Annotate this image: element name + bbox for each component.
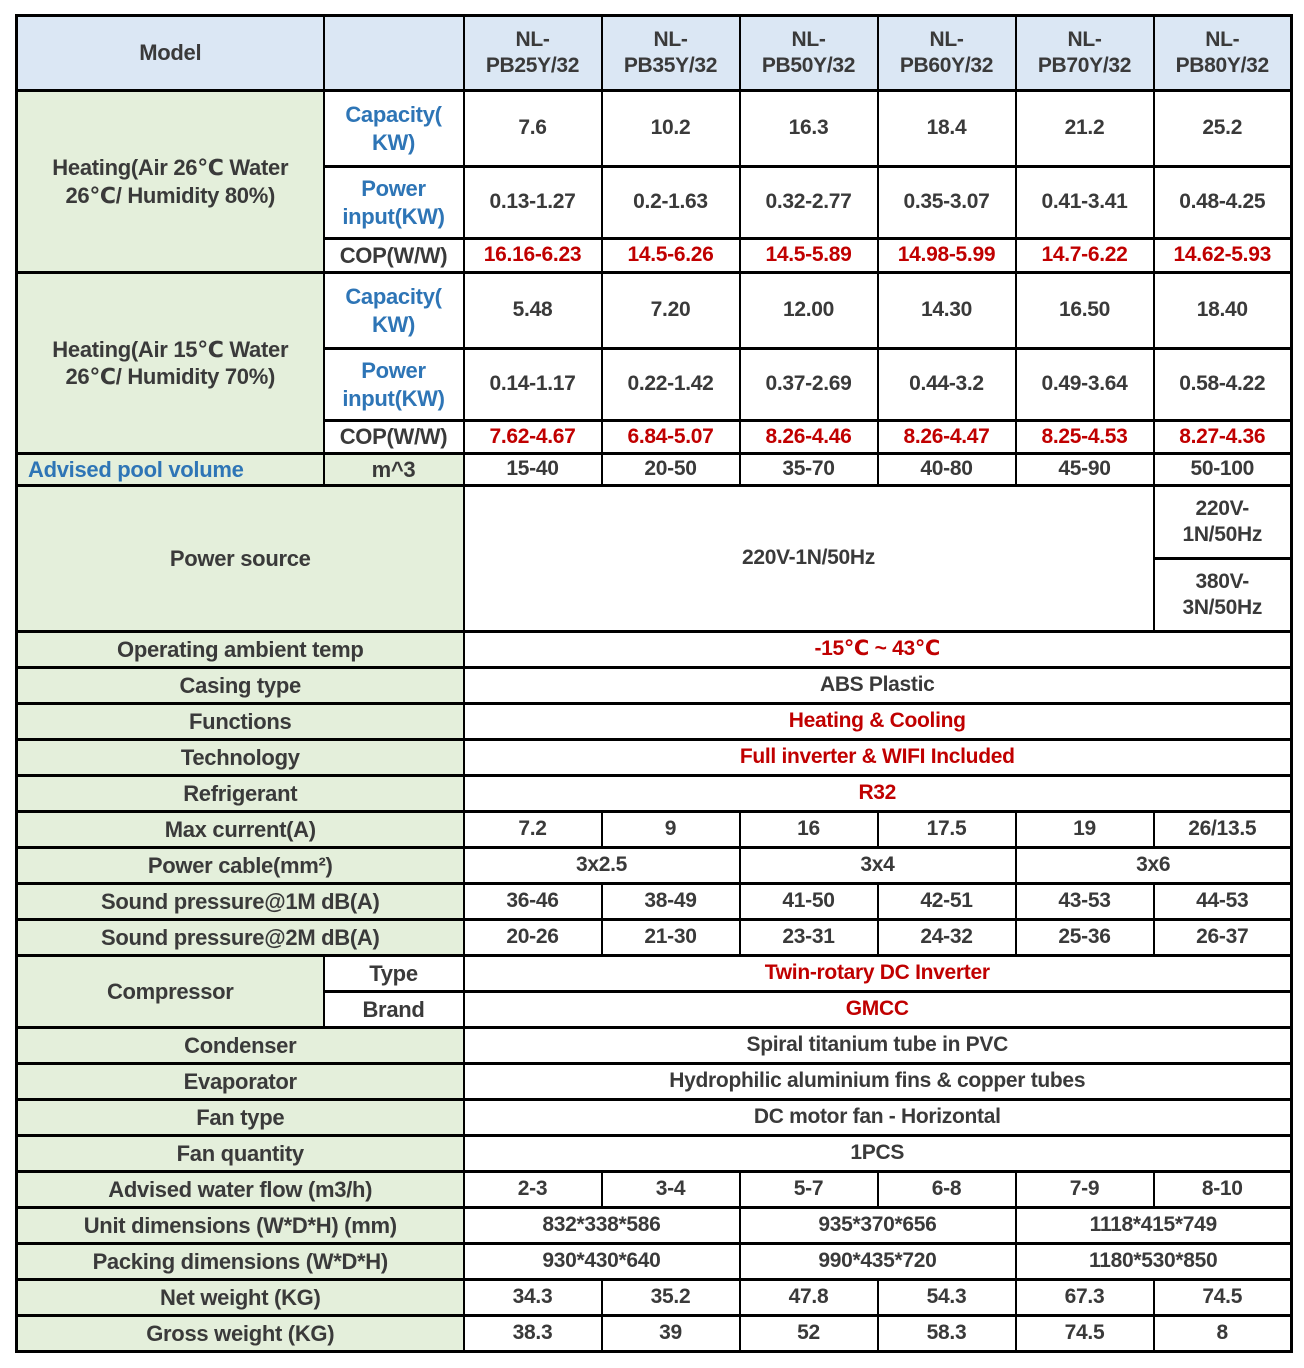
model-name: NL- PB25Y/32 — [464, 16, 602, 91]
table-row — [17, 848, 1292, 884]
value-cell: 21.2 — [1016, 91, 1154, 167]
table-row — [17, 1280, 1292, 1316]
row-label-gross-weight: Gross weight (KG) — [17, 1316, 464, 1352]
value-cell: 0.44-3.2 — [878, 349, 1016, 421]
value-cell: 74.5 — [1154, 1280, 1292, 1316]
table-row — [17, 1100, 1292, 1136]
row-label-casing-type: Casing type — [17, 668, 464, 704]
casing-type-value: ABS Plastic — [464, 668, 1292, 704]
value-cell: 43-53 — [1016, 884, 1154, 920]
value-cell: 16 — [740, 812, 878, 848]
value-cell: 17.5 — [878, 812, 1016, 848]
value-cell: 8.27-4.36 — [1154, 421, 1292, 454]
table-row — [17, 956, 1292, 992]
value-cell: 41-50 — [740, 884, 878, 920]
value-cell: 21-30 — [602, 920, 740, 956]
table-row — [17, 668, 1292, 704]
value-cell: 35.2 — [602, 1280, 740, 1316]
value-cell: 990*435*720 — [740, 1244, 1016, 1280]
value-cell: 36-46 — [464, 884, 602, 920]
value-cell: 935*370*656 — [740, 1208, 1016, 1244]
table-row — [17, 91, 1292, 167]
row-label-fan-quantity: Fan quantity — [17, 1136, 464, 1172]
value-cell: 40-80 — [878, 454, 1016, 486]
value-cell: 0.49-3.64 — [1016, 349, 1154, 421]
value-cell: 6.84-5.07 — [602, 421, 740, 454]
value-cell: 0.41-3.41 — [1016, 167, 1154, 239]
value-cell: 16.50 — [1016, 273, 1154, 349]
model-name: NL- PB60Y/32 — [878, 16, 1016, 91]
value-cell: 20-26 — [464, 920, 602, 956]
value-cell: 47.8 — [740, 1280, 878, 1316]
value-cell: 26/13.5 — [1154, 812, 1292, 848]
value-cell: 5-7 — [740, 1172, 878, 1208]
value-cell: 44-53 — [1154, 884, 1292, 920]
table-row — [17, 1028, 1292, 1064]
ambient-temp-value: -15℃ ~ 43℃ — [464, 632, 1292, 668]
fan-type-value: DC motor fan - Horizontal — [464, 1100, 1292, 1136]
value-cell: 19 — [1016, 812, 1154, 848]
row-label-unit-dimensions: Unit dimensions (W*D*H) (mm) — [17, 1208, 464, 1244]
table-row — [17, 273, 1292, 349]
row-label-technology: Technology — [17, 740, 464, 776]
value-cell: 67.3 — [1016, 1280, 1154, 1316]
value-cell: 3-4 — [602, 1172, 740, 1208]
model-name: NL- PB70Y/32 — [1016, 16, 1154, 91]
value-cell: 35-70 — [740, 454, 878, 486]
row-label-max-current: Max current(A) — [17, 812, 464, 848]
table-row — [17, 920, 1292, 956]
table-row — [17, 1064, 1292, 1100]
attr-label-cop: COP(W/W) — [324, 239, 464, 273]
value-cell: 0.32-2.77 — [740, 167, 878, 239]
value-cell: 0.58-4.22 — [1154, 349, 1292, 421]
table-row — [17, 1316, 1292, 1352]
value-cell: 7.6 — [464, 91, 602, 167]
value-cell: 74.5 — [1016, 1316, 1154, 1352]
row-label-refrigerant: Refrigerant — [17, 776, 464, 812]
row-label-ambient-temp: Operating ambient temp — [17, 632, 464, 668]
row-label-water-flow: Advised water flow (m3/h) — [17, 1172, 464, 1208]
table-row — [17, 776, 1292, 812]
table-row — [17, 740, 1292, 776]
value-cell: 0.2-1.63 — [602, 167, 740, 239]
value-cell: 0.37-2.69 — [740, 349, 878, 421]
model-name: NL- PB80Y/32 — [1154, 16, 1292, 91]
value-cell: 6-8 — [878, 1172, 1016, 1208]
value-cell: 1118*415*749 — [1016, 1208, 1292, 1244]
value-cell: 42-51 — [878, 884, 1016, 920]
value-cell: 7-9 — [1016, 1172, 1154, 1208]
model-header-label: Model — [17, 16, 324, 91]
value-cell: 18.4 — [878, 91, 1016, 167]
value-cell: 50-100 — [1154, 454, 1292, 486]
value-cell: 58.3 — [878, 1316, 1016, 1352]
row-label-sound-1m: Sound pressure@1M dB(A) — [17, 884, 464, 920]
row-label-sound-2m: Sound pressure@2M dB(A) — [17, 920, 464, 956]
value-cell: 7.2 — [464, 812, 602, 848]
table-row — [17, 704, 1292, 740]
attr-label-power-input: Power input(KW) — [324, 349, 464, 421]
row-label-evaporator: Evaporator — [17, 1064, 464, 1100]
attr-label-cop: COP(W/W) — [324, 421, 464, 454]
attr-label-power-input: Power input(KW) — [324, 167, 464, 239]
value-cell: 1180*530*850 — [1016, 1244, 1292, 1280]
value-cell: 14.62-5.93 — [1154, 239, 1292, 273]
row-label-condenser: Condenser — [17, 1028, 464, 1064]
refrigerant-value: R32 — [464, 776, 1292, 812]
attr-label-capacity: Capacity( KW) — [324, 91, 464, 167]
value-cell: 34.3 — [464, 1280, 602, 1316]
value-cell: 10.2 — [602, 91, 740, 167]
row-label-pool-volume: Advised pool volume — [17, 454, 324, 486]
value-cell: 3x2.5 — [464, 848, 740, 884]
value-cell: 8.25-4.53 — [1016, 421, 1154, 454]
value-cell: 16.16-6.23 — [464, 239, 602, 273]
value-cell: 3x6 — [1016, 848, 1292, 884]
value-cell: 26-37 — [1154, 920, 1292, 956]
table-row — [17, 454, 1292, 486]
value-cell: 25.2 — [1154, 91, 1292, 167]
value-cell: 8.26-4.47 — [878, 421, 1016, 454]
table-row — [17, 884, 1292, 920]
compressor-type-value: Twin-rotary DC Inverter — [464, 956, 1292, 992]
value-cell: 5.48 — [464, 273, 602, 349]
value-cell: 20-50 — [602, 454, 740, 486]
value-cell: 15-40 — [464, 454, 602, 486]
power-source-main-value: 220V-1N/50Hz — [464, 486, 1154, 632]
value-cell: 14.5-5.89 — [740, 239, 878, 273]
value-cell: 25-36 — [1016, 920, 1154, 956]
pool-volume-unit: m^3 — [324, 454, 464, 486]
table-row — [17, 1172, 1292, 1208]
power-source-alt-top: 220V- 1N/50Hz — [1154, 486, 1292, 559]
value-cell: 54.3 — [878, 1280, 1016, 1316]
value-cell: 18.40 — [1154, 273, 1292, 349]
table-row — [17, 812, 1292, 848]
attr-label-capacity: Capacity( KW) — [324, 273, 464, 349]
value-cell: 8-10 — [1154, 1172, 1292, 1208]
value-cell: 8.26-4.46 — [740, 421, 878, 454]
value-cell: 52 — [740, 1316, 878, 1352]
row-label-compressor: Compressor — [17, 956, 324, 1028]
value-cell: 39 — [602, 1316, 740, 1352]
value-cell: 0.48-4.25 — [1154, 167, 1292, 239]
compressor-brand-value: GMCC — [464, 992, 1292, 1028]
condenser-value: Spiral titanium tube in PVC — [464, 1028, 1292, 1064]
value-cell: 8 — [1154, 1316, 1292, 1352]
compressor-brand-label: Brand — [324, 992, 464, 1028]
value-cell: 9 — [602, 812, 740, 848]
row-label-functions: Functions — [17, 704, 464, 740]
value-cell: 832*338*586 — [464, 1208, 740, 1244]
row-label-net-weight: Net weight (KG) — [17, 1280, 464, 1316]
functions-value: Heating & Cooling — [464, 704, 1292, 740]
row-label-fan-type: Fan type — [17, 1100, 464, 1136]
model-name: NL- PB50Y/32 — [740, 16, 878, 91]
value-cell: 23-31 — [740, 920, 878, 956]
value-cell: 14.98-5.99 — [878, 239, 1016, 273]
technology-value: Full inverter & WIFI Included — [464, 740, 1292, 776]
row-label-power-cable: Power cable(mm²) — [17, 848, 464, 884]
value-cell: 24-32 — [878, 920, 1016, 956]
heat-pump-spec-table — [15, 14, 1293, 1353]
table-row — [17, 1244, 1292, 1280]
value-cell: 0.35-3.07 — [878, 167, 1016, 239]
value-cell: 0.14-1.17 — [464, 349, 602, 421]
value-cell: 0.22-1.42 — [602, 349, 740, 421]
value-cell: 38.3 — [464, 1316, 602, 1352]
value-cell: 12.00 — [740, 273, 878, 349]
value-cell: 14.30 — [878, 273, 1016, 349]
row-label-heating-26: Heating(Air 26℃ Water 26℃/ Humidity 80%) — [17, 91, 324, 273]
value-cell: 16.3 — [740, 91, 878, 167]
table-row — [17, 1208, 1292, 1244]
value-cell: 2-3 — [464, 1172, 602, 1208]
model-name: NL- PB35Y/32 — [602, 16, 740, 91]
header-row — [17, 16, 1292, 91]
table-row — [17, 1136, 1292, 1172]
row-label-power-source: Power source — [17, 486, 464, 632]
power-source-alt-bottom: 380V- 3N/50Hz — [1154, 559, 1292, 632]
model-subheader-empty — [324, 16, 464, 91]
row-label-packing-dimensions: Packing dimensions (W*D*H) — [17, 1244, 464, 1280]
value-cell: 38-49 — [602, 884, 740, 920]
value-cell: 930*430*640 — [464, 1244, 740, 1280]
table-row — [17, 632, 1292, 668]
value-cell: 45-90 — [1016, 454, 1154, 486]
row-label-heating-15: Heating(Air 15℃ Water 26℃/ Humidity 70%) — [17, 273, 324, 454]
value-cell: 3x4 — [740, 848, 1016, 884]
value-cell: 7.62-4.67 — [464, 421, 602, 454]
value-cell: 14.5-6.26 — [602, 239, 740, 273]
value-cell: 0.13-1.27 — [464, 167, 602, 239]
table-row — [17, 486, 1292, 559]
compressor-type-label: Type — [324, 956, 464, 992]
fan-quantity-value: 1PCS — [464, 1136, 1292, 1172]
evaporator-value: Hydrophilic aluminium fins & copper tubes — [464, 1064, 1292, 1100]
value-cell: 7.20 — [602, 273, 740, 349]
value-cell: 14.7-6.22 — [1016, 239, 1154, 273]
